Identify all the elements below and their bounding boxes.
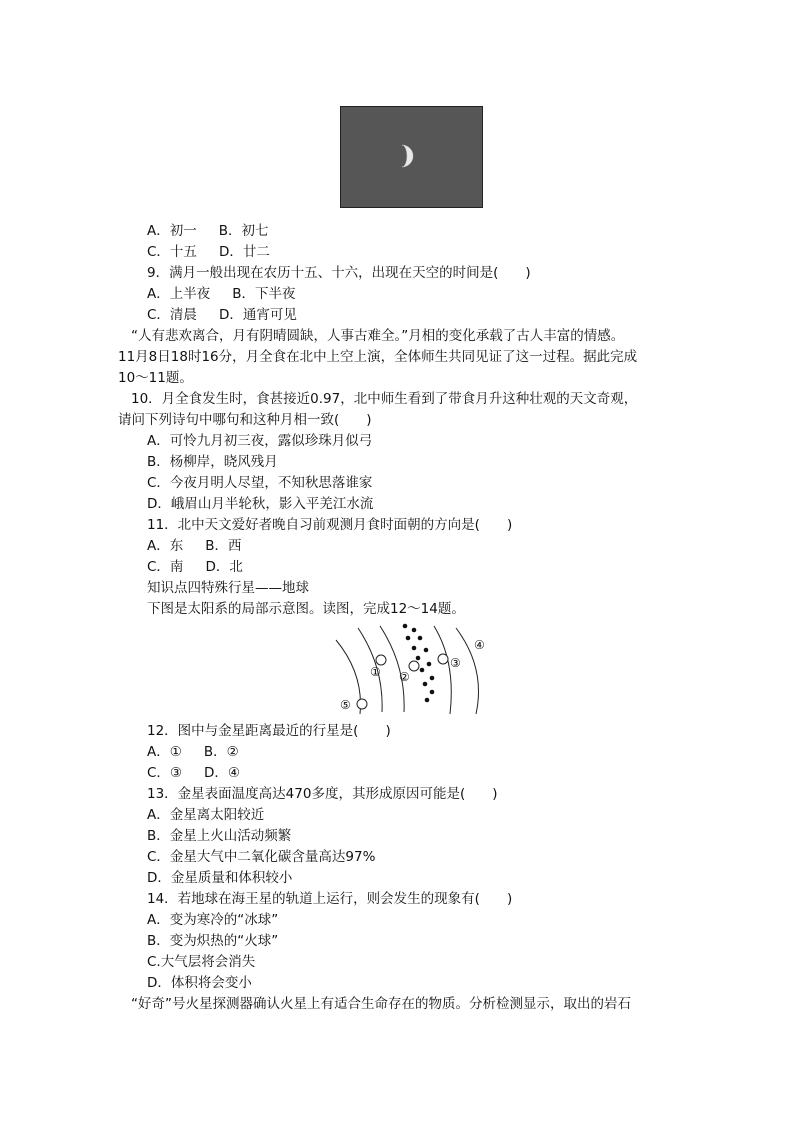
q14-stem: 14．若地球在海王星的轨道上运行，则会发生的现象有( )	[147, 891, 513, 907]
option[interactable]: B．②	[203, 744, 239, 760]
option[interactable]: D．通宵可见	[218, 307, 297, 323]
option[interactable]: A．金星离太阳较近	[147, 807, 265, 823]
q12-stem: 12．图中与金星距离最近的行星是( )	[147, 723, 391, 739]
passage1-line3: 10～11题。	[118, 370, 193, 386]
orbit-arc	[380, 626, 404, 712]
q13-stem: 13．金星表面温度高达470多度，其形成原因可能是( )	[147, 786, 498, 802]
q9-options-row1	[147, 284, 296, 304]
option[interactable]: A．变为寒冷的“冰球”	[147, 912, 279, 928]
orbit-arc	[434, 626, 451, 714]
option[interactable]: A．上半夜	[147, 286, 211, 302]
option[interactable]: D．廿二	[218, 244, 270, 260]
planet-label-3: ③	[450, 656, 461, 670]
option[interactable]: B．初七	[218, 223, 269, 239]
option[interactable]: C.大气层将会消失	[147, 954, 256, 970]
planet-circle	[357, 699, 367, 709]
half-moon-icon	[341, 107, 482, 207]
option[interactable]: C．金星大气中二氧化碳含量高达97%	[147, 849, 376, 865]
planet-label-1: ①	[370, 665, 381, 679]
section-title: 知识点四特殊行星——地球	[147, 580, 309, 596]
planet-label-5: ⑤	[340, 698, 351, 712]
option[interactable]: B．西	[205, 538, 242, 554]
planet-label-4: ④	[474, 638, 485, 652]
option[interactable]: C．③	[147, 765, 183, 781]
option[interactable]: D．④	[204, 765, 241, 781]
option[interactable]: B．杨柳岸，晓风残月	[147, 454, 278, 470]
option[interactable]: A．东	[147, 538, 184, 554]
q8-options-row2	[147, 242, 270, 262]
planet-circle	[376, 655, 386, 665]
option[interactable]: D．峨眉山月半轮秋，影入平羌江水流	[147, 496, 374, 512]
solar-system-diagram	[330, 622, 495, 714]
option[interactable]: C．十五	[147, 244, 197, 260]
passage2-line1: “好奇”号火星探测器确认火星上有适合生命存在的物质。分析检测显示，取出的岩石	[131, 996, 631, 1012]
option[interactable]: D．金星质量和体积较小	[147, 870, 293, 886]
q9-options-row2	[147, 305, 297, 325]
option[interactable]: C．南	[147, 559, 184, 575]
planet-circle	[438, 654, 448, 664]
planet-label-2: ②	[399, 670, 410, 684]
passage1-line2: 11月8日18时16分，月全食在北中上空上演，全体师生共同见证了这一过程。据此完成	[118, 349, 638, 365]
option[interactable]: D．北	[205, 559, 243, 575]
planet-circle	[409, 661, 419, 671]
option[interactable]: B．变为炽热的“火球”	[147, 933, 279, 949]
option[interactable]: A．初一	[147, 223, 197, 239]
option[interactable]: B．金星上火山活动频繁	[147, 828, 292, 844]
q12-options-row1	[147, 742, 239, 762]
q10-stem-line2: 请问下列诗句中哪句和这种月相一致( )	[118, 412, 372, 428]
option[interactable]: D．体积将会变小	[147, 975, 252, 991]
passage1-line1: “人有悲欢离合，月有阴晴圆缺，人事古难全。”月相的变化承载了古人丰富的情感。	[131, 328, 625, 344]
q11-options-row2	[147, 557, 243, 577]
moon-phase-photo	[340, 106, 483, 208]
q10-stem-line1: 10．月全食发生时，食甚接近0.97，北中师生看到了带食月升这种壮观的天文奇观，	[131, 391, 638, 407]
q11-options-row1	[147, 536, 242, 556]
option[interactable]: B．下半夜	[232, 286, 296, 302]
q11-stem: 11．北中天文爱好者晚自习前观测月食时面朝的方向是( )	[147, 517, 513, 533]
option[interactable]: A．①	[147, 744, 182, 760]
option[interactable]: C．清晨	[147, 307, 197, 323]
option[interactable]: C．今夜月明人尽望，不知秋思落谁家	[147, 475, 373, 491]
section-intro: 下图是太阳系的局部示意图。读图，完成12～14题。	[147, 601, 465, 617]
q9-stem: 9．满月一般出现在农历十五、十六，出现在天空的时间是( )	[147, 265, 531, 281]
q12-options-row2	[147, 763, 240, 783]
option[interactable]: A．可怜九月初三夜，露似珍珠月似弓	[147, 433, 373, 449]
q8-options-row1	[147, 221, 269, 241]
